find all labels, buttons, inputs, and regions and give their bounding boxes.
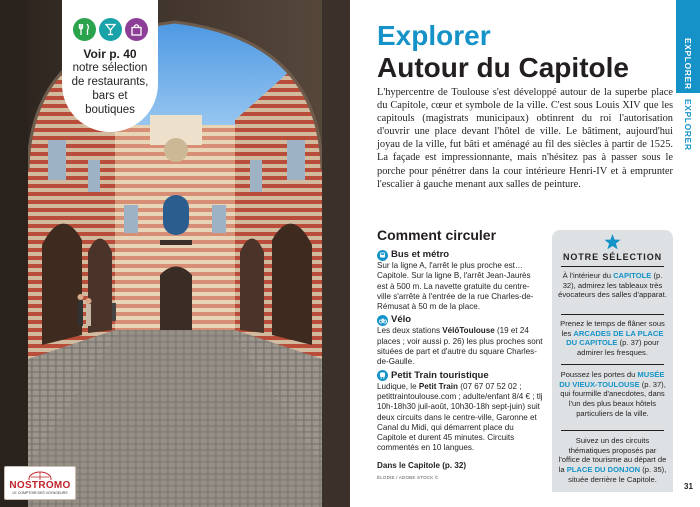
petit-train-name: Petit Train bbox=[418, 381, 458, 391]
selection-divider bbox=[561, 430, 664, 431]
globe-logo-icon bbox=[28, 471, 52, 480]
photo-caption: Dans le Capitole (p. 32) bbox=[377, 460, 467, 470]
velo-title: Vélo bbox=[391, 314, 412, 326]
train-text-c: (07 67 07 52 02 ; petittraintoulouse.com ; adulte/enfant 8/4 € ; tlj 10h-18h30 juil-août, 10h30-18h sept-juin) suit deux circuits dans le centre-ville, Garonne et Canal du Midi, qui démarrent place du Capitole et durent 45 minutes. Circuits commentés en 10 langues. bbox=[377, 381, 543, 453]
tab-explorer-label: EXPLORER bbox=[683, 38, 693, 90]
restaurant-icon bbox=[73, 18, 96, 41]
text-page bbox=[350, 0, 700, 507]
chapter-thumb-tabs bbox=[676, 0, 700, 507]
musee-link[interactable]: MUSÉE DU VIEUX-TOULOUSE bbox=[559, 370, 665, 389]
star-icon bbox=[604, 234, 621, 250]
sel2-a: Prenez le temps de flâner sous les bbox=[560, 319, 665, 338]
bus-metro-title: Bus et métro bbox=[391, 249, 450, 260]
bar-glass-icon bbox=[99, 18, 122, 41]
logo-tagline: LE COMPTOIR DES VOYAGEURS bbox=[12, 490, 68, 495]
petit-train-heading bbox=[377, 370, 543, 382]
velo-text-c: (19 et 24 places ; voir aussi p. 26) les plus proches sont situées de part et d'autre du square Charles-de-Gaulle. bbox=[377, 326, 543, 367]
sel1-a: À l'intérieur du bbox=[562, 271, 614, 280]
see-page-description: notre sélection de restaurants, bars et boutiques bbox=[71, 62, 149, 116]
petit-train-text bbox=[377, 382, 543, 454]
tab-explorer-secondary-label: EXPLORER bbox=[683, 99, 693, 151]
train-text-a: Ludique, le bbox=[377, 381, 419, 391]
donjon-link[interactable]: PLACE DU DONJON bbox=[566, 465, 641, 475]
selection-heading: NOTRE SÉLECTION bbox=[562, 252, 662, 262]
petit-train-title: Petit Train touristique bbox=[391, 369, 489, 381]
getting-around-column bbox=[377, 247, 543, 484]
logo-name: NOSTROMO bbox=[9, 479, 71, 491]
sel3-a: Poussez les portes du bbox=[560, 370, 638, 379]
sel4-a: Suivez un des circuits thématiques proposés par l'office de tourisme au départ de la bbox=[558, 436, 667, 475]
bus-metro-text: Sur la ligne A, l'arrêt le plus proche est… Capitole. Sur la ligne B, l'arrêt Jean-Jaurès est à 500 m. La navette gratuite du centre-ville s'arrête à l'entrée de la rue Charles-de-Rémusat à 50 m de la place. bbox=[377, 261, 534, 312]
velo-heading bbox=[377, 314, 543, 326]
sel4-c: (p. 35), située derrière le Capitole. bbox=[568, 465, 667, 484]
sel2-c: (p. 37) pour admirer les fresques. bbox=[577, 338, 659, 358]
velo-text-a: Les deux stations bbox=[377, 326, 443, 336]
tab-explorer-active[interactable] bbox=[676, 0, 700, 93]
category-icons bbox=[73, 18, 148, 41]
getting-around-heading: Comment circuler bbox=[377, 227, 497, 243]
notre-selection-box bbox=[552, 230, 673, 492]
see-also-card bbox=[62, 0, 158, 132]
velotoulouse-name: VélôToulouse bbox=[442, 326, 495, 336]
section-kicker: Explorer bbox=[377, 20, 491, 51]
photo-credit: ÉLODIE / ADOBE STOCK © bbox=[377, 475, 439, 481]
capitole-link[interactable]: CAPITOLE bbox=[613, 271, 652, 280]
bus-metro-heading bbox=[377, 249, 543, 261]
sel1-c: (p. 32), admirez les tableaux très évocateurs des salles d'apparat. bbox=[558, 271, 667, 300]
bus-icon bbox=[377, 250, 388, 261]
selection-divider bbox=[561, 314, 664, 315]
shopping-bag-icon bbox=[125, 18, 148, 41]
selection-item-donjon bbox=[557, 436, 668, 485]
train-icon bbox=[377, 370, 388, 381]
page-number: 31 bbox=[684, 482, 693, 491]
selection-item-arcades bbox=[557, 319, 668, 358]
page-title: Autour du Capitole bbox=[377, 52, 629, 83]
selection-item-musee bbox=[557, 370, 668, 419]
intro-paragraph: L'hypercentre de Toulouse s'est développé autour de la superbe place du Capitole, cœur et symbole de la ville. C'est sous Louis XIV que les capitouls (magistrats municipaux) obtinrent du roi l'autorisation d'ouvrir une place devant l'hôtel de ville. Le bâtiment, aujourd'hui joyau de la ville, fut bâti et aménagé au fil des siècles à partir de 1525. La façade est impressionnante, mais n'hésitez pas à passer sous le porche pour pénétrer dans la cour intérieure Henri-IV et à emprunter l'escalier à gauche menant aux salles de peinture. bbox=[377, 87, 673, 190]
bicycle-icon bbox=[377, 315, 388, 326]
sel3-c: (p. 37), qui fourmille d'anecdotes, dans l'un des plus beaux hôtels particuliers de la ville. bbox=[560, 379, 666, 418]
velo-text bbox=[377, 326, 543, 367]
nostromo-watermark-logo bbox=[4, 466, 76, 500]
see-page-link[interactable]: Voir p. 40 bbox=[83, 47, 137, 61]
selection-item-capitole bbox=[557, 271, 668, 300]
arcades-link[interactable]: ARCADES DE LA PLACE DU CAPITOLE bbox=[566, 328, 664, 348]
selection-divider bbox=[561, 266, 664, 267]
tab-explorer-secondary[interactable] bbox=[676, 93, 700, 153]
selection-divider bbox=[561, 364, 664, 365]
